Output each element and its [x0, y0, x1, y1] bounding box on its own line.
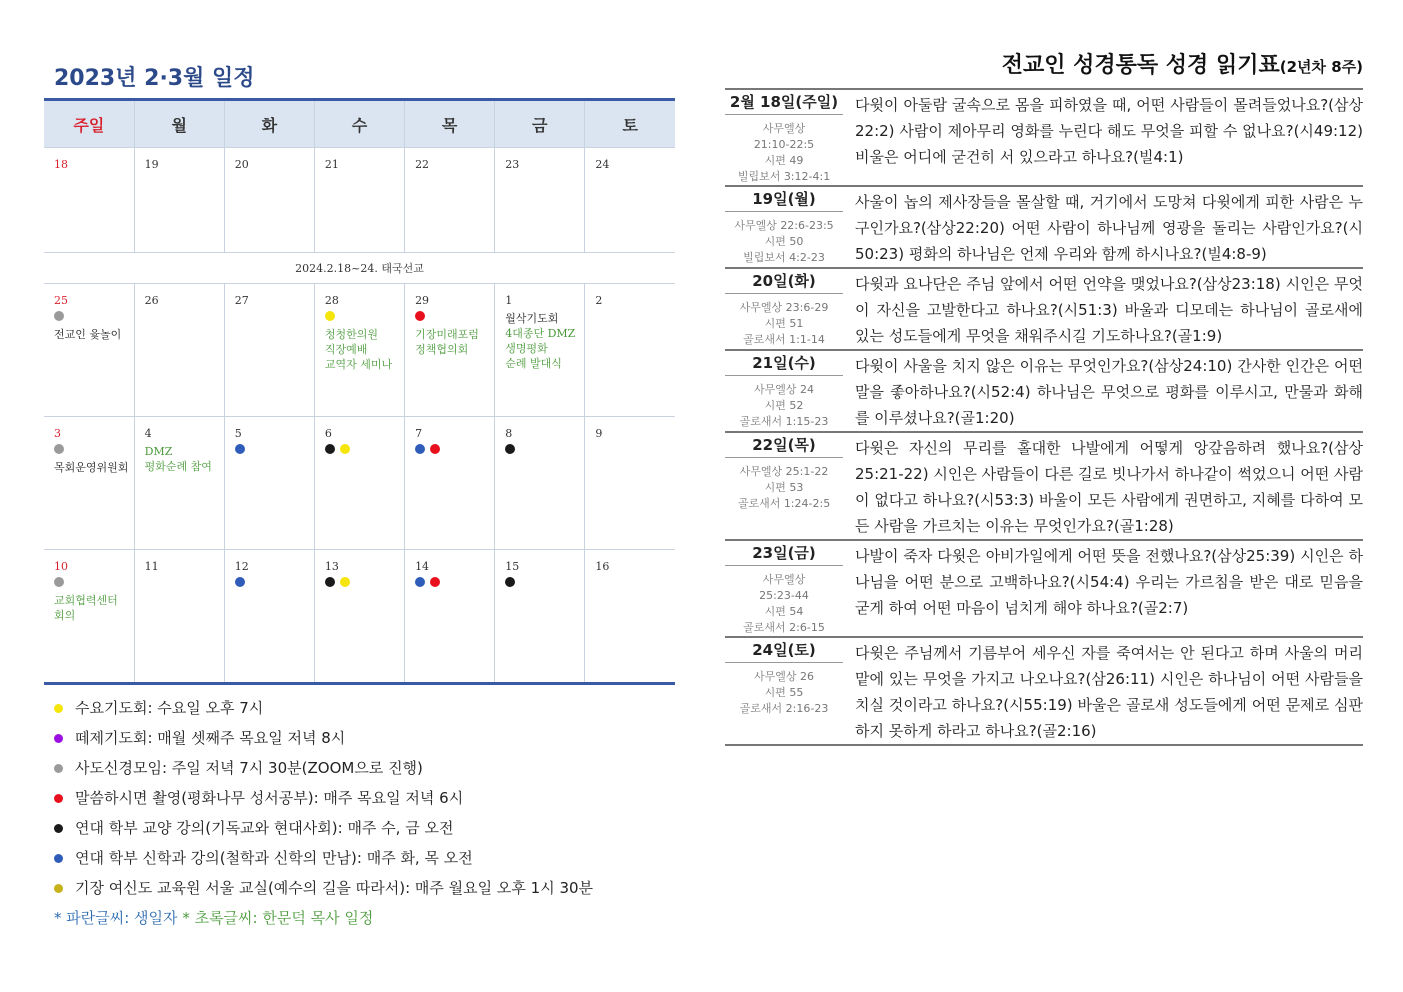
yellow-dot-icon: [54, 704, 63, 713]
day-cell: [44, 417, 134, 550]
red-dot-icon: [415, 311, 425, 321]
black-dot-icon: [505, 444, 515, 454]
legend-text: 연대 학부 교양 강의(기독교와 현대사회): 매주 수, 금 오전: [75, 819, 454, 837]
legend-item: [44, 843, 675, 873]
weekday-sun: 주일: [44, 100, 134, 148]
day-number: 10: [54, 560, 68, 573]
ref-line: 사무엘상 25:1-22: [739, 465, 829, 478]
blue-dot-icon: [54, 854, 63, 863]
day-number: 15: [505, 560, 520, 573]
legend-item: [44, 783, 675, 813]
event-text: 4대종단 DMZ: [505, 327, 576, 340]
weekday-header-row: [44, 100, 675, 148]
blue-dot-icon: [415, 577, 425, 587]
event-text: 회의: [54, 609, 76, 622]
day-cell: [134, 417, 224, 550]
question-text: 다윗이 아둘람 굴속으로 몸을 피하였을 때, 어떤 사람들이 몰려들었나요?(삼상22:2) 사람이 제아무리 영화를 누린다 해도 무엇을 피할 수 없나요?(시49:12) 비울은 어디에 굳건히 서 있으라고 하나요?(빌4:1): [855, 96, 1363, 166]
reading-day: [725, 349, 1363, 431]
day-label: 2월 18일(주일): [725, 90, 843, 115]
yellow-dot-icon: [325, 311, 335, 321]
ref-line: 골로새서 2:16-23: [739, 702, 829, 715]
day-label: 20일(화): [725, 269, 843, 294]
day-info: [725, 638, 843, 744]
day-number: 13: [324, 560, 339, 573]
ref-line: 사무엘상 22:6-23:5: [734, 219, 834, 232]
red-dot-icon: [54, 794, 63, 803]
ref-line: 빌립보서 4:2-23: [743, 251, 825, 264]
day-number: 27: [234, 294, 249, 307]
day-cell: [495, 550, 585, 684]
legend-text: 사도신경모임: 주일 저녁 7시 30분(ZOOM으로 진행): [75, 759, 423, 777]
day-cell: [134, 284, 224, 417]
ref-line: 25:23-44: [759, 589, 809, 602]
ref-line: 사무엘상: [762, 122, 806, 135]
day-cell: [44, 550, 134, 684]
day-number: 6: [324, 427, 332, 440]
day-number: 5: [234, 427, 242, 440]
event-text: 직장예배: [324, 343, 368, 356]
day-cell: [314, 550, 404, 684]
event-dots: [54, 311, 130, 323]
day-cell: [44, 148, 134, 253]
day-number: 28: [324, 294, 339, 307]
event-text: 정책협의회: [415, 343, 469, 356]
black-dot-icon: [325, 444, 335, 454]
question-text: 다윗이 사울을 치지 않은 이유는 무엇인가요?(삼상24:10) 간사한 인간은 어떤 말을 좋아하나요?(시52:4) 하나님은 무엇으로 평화를 이루시고, 만물과 화해를 이루셨나요?(골1:20): [855, 357, 1363, 427]
ref-line: 사무엘상 23:6-29: [739, 301, 829, 314]
event-text: 전교인 윷놀이: [54, 328, 122, 341]
banner-row: [44, 253, 675, 284]
event-dots: [415, 577, 490, 589]
day-number: 20: [234, 158, 249, 171]
black-dot-icon: [325, 577, 335, 587]
event-dots: [325, 577, 400, 589]
event-text: 교회협력센터: [54, 594, 118, 607]
blue-dot-icon: [415, 444, 425, 454]
gray-dot-icon: [54, 577, 64, 587]
day-cell: [405, 417, 495, 550]
event-text: 청청한의원: [324, 328, 379, 341]
gray-dot-icon: [54, 444, 64, 454]
day-info: [725, 187, 843, 267]
ref-line: 시편 55: [764, 686, 804, 699]
question-text: 사울이 놉의 제사장들을 몰살할 때, 거기에서 도망쳐 다윗에게 피한 사람은 누구인가요?(삼상22:20) 어떤 사람이 하나님께 영광을 돌리는 사람인가요?(시50:23) 평화의 하나님은 언제 우리와 함께 하시나요?(빌4:8-9): [855, 193, 1363, 263]
event-text: 기장미래포럼: [415, 328, 479, 341]
scripture-refs: [725, 669, 843, 717]
olive-dot-icon: [54, 884, 63, 893]
day-label: 21일(수): [725, 351, 843, 376]
day-cell: [405, 148, 495, 253]
event-dots: [325, 311, 400, 323]
day-number: 1: [505, 294, 513, 307]
day-label: 19일(월): [725, 187, 843, 212]
event-text: 교역자 세미나: [324, 358, 393, 371]
day-info: [725, 90, 843, 185]
scripture-refs: [725, 572, 843, 636]
ref-line: 사무엘상 26: [754, 670, 814, 683]
legend-item: [44, 873, 675, 903]
weekday-tue: 화: [224, 100, 314, 148]
weekday-sat: 토: [585, 100, 675, 148]
ref-line: 시편 51: [764, 317, 804, 330]
ref-line: 골로새서 1:24-2:5: [737, 497, 831, 510]
day-number: 16: [595, 560, 610, 573]
legend-text: 말씀하시면 촬영(평화나무 성서공부): 매주 목요일 저녁 6시: [75, 789, 464, 807]
scripture-refs: [725, 300, 843, 348]
note-green: * 초록글씨: 한문덕 목사 일정: [182, 909, 374, 927]
day-number: 11: [144, 560, 159, 573]
calendar-title: 2023년 2·3월 일정: [54, 66, 255, 91]
day-number: 29: [415, 294, 430, 307]
day-label: 24일(토): [725, 638, 843, 663]
color-note: [44, 903, 675, 933]
gray-dot-icon: [54, 311, 64, 321]
event-dots: [505, 444, 580, 456]
legend-item: [44, 813, 675, 843]
event-dots: [505, 577, 580, 589]
red-dot-icon: [430, 577, 440, 587]
day-info: [725, 269, 843, 349]
day-info: [725, 351, 843, 431]
legend-text: 떼제기도회: 매월 셋째주 목요일 저녁 8시: [75, 729, 346, 747]
ref-line: 골로새서 1:15-23: [739, 415, 829, 428]
ref-line: 사무엘상: [762, 573, 806, 586]
reading-day: [725, 267, 1363, 349]
legend-item: [44, 723, 675, 753]
ref-line: 시편 54: [764, 605, 804, 618]
weekday-wed: 수: [314, 100, 404, 148]
scripture-refs: [725, 464, 843, 512]
day-info: [725, 433, 843, 539]
event-dots: [415, 311, 490, 323]
bottom-rule: [725, 744, 1363, 746]
day-cell: [585, 148, 675, 253]
ref-line: 시편 52: [764, 399, 804, 412]
day-number: 12: [234, 560, 249, 573]
event-text: 순례 발대식: [505, 357, 562, 370]
day-cell: [495, 417, 585, 550]
day-label: 23일(금): [725, 541, 843, 566]
reading-day: [725, 636, 1363, 744]
reading-day: [725, 431, 1363, 539]
day-cell: [495, 284, 585, 417]
ref-line: 사무엘상 24: [754, 383, 814, 396]
purple-dot-icon: [54, 734, 63, 743]
black-dot-icon: [505, 577, 515, 587]
scripture-refs: [725, 382, 843, 430]
day-cell: [585, 550, 675, 684]
legend: [44, 693, 675, 903]
reading-day: [725, 88, 1363, 185]
reading-day: [725, 539, 1363, 636]
event-text: 평화순례 참여: [144, 460, 212, 473]
question-text: 다윗은 자신의 무리를 홀대한 나발에게 어떻게 앙갚음하려 했나요?(삼상25:21-22) 시인은 사람들이 다른 길로 빗나가서 하나같이 썩었으니 어떤 사람이 없다고 하나요?(시53:3) 바울이 모든 사람에게 권면하고, 지혜를 다하여 모든 사람을 가르치는 이유는 무엇인가요?(골1:28): [855, 439, 1363, 535]
ref-line: 골로새서 2:6-15: [743, 621, 825, 634]
legend-text: 수요기도회: 수요일 오후 7시: [75, 699, 264, 717]
yellow-dot-icon: [340, 577, 350, 587]
day-number: 14: [415, 560, 430, 573]
day-cell: [585, 284, 675, 417]
day-cell: [314, 284, 404, 417]
reading-plan-title: [725, 50, 1363, 82]
day-cell: [224, 148, 314, 253]
weekday-thu: 목: [405, 100, 495, 148]
ref-line: 시편 49: [764, 154, 804, 167]
day-number: 9: [595, 427, 603, 440]
calendar-section: [44, 60, 675, 933]
day-info: [725, 541, 843, 636]
gray-dot-icon: [54, 764, 63, 773]
day-cell: [224, 284, 314, 417]
day-cell: [224, 550, 314, 684]
ref-line: 골로새서 1:1-14: [743, 333, 825, 346]
question-text: 다윗과 요나단은 주님 앞에서 어떤 언약을 맺었나요?(삼상23:18) 시인은 무엇이 자신을 고발한다고 하나요?(시51:3) 바울과 디모데는 하나님이 골로새에 있는 성도들에게 무엇을 채워주시길 기도하나요?(골1:9): [855, 275, 1363, 345]
question-text: 나발이 죽자 다윗은 아비가일에게 어떤 뜻을 전했나요?(삼상25:39) 시인은 하나님을 어떤 분으로 고백하나요?(시54:4) 우리는 가르침을 받은 대로 믿음을 굳게 하여 어떤 마음이 넘치게 해야 하나요?(골2:7): [855, 547, 1363, 617]
reading-day: [725, 185, 1363, 267]
day-number: 23: [505, 158, 520, 171]
day-number: 8: [505, 427, 513, 440]
day-cell: [495, 148, 585, 253]
day-cell: [585, 417, 675, 550]
event-dots: [235, 444, 310, 456]
calendar-table: [44, 98, 675, 685]
week-row-1: [44, 148, 675, 253]
ref-line: 시편 53: [764, 481, 804, 494]
note-blue: * 파란글씨: 생일자: [54, 909, 178, 927]
day-number: 18: [54, 158, 68, 171]
day-cell: [314, 417, 404, 550]
weekday-fri: 금: [495, 100, 585, 148]
event-text: DMZ: [144, 445, 173, 458]
legend-text: 기장 여신도 교육원 서울 교실(예수의 길을 따라서): 매주 월요일 오후 1시 30분: [75, 879, 594, 897]
event-dots: [325, 444, 400, 456]
day-number: 24: [595, 158, 610, 171]
day-number: 7: [415, 427, 423, 440]
reading-subtitle: (2년차 8주): [1279, 58, 1363, 76]
event-dots: [415, 444, 490, 456]
weekday-mon: 월: [134, 100, 224, 148]
day-number: 3: [54, 427, 61, 440]
event-text: 생명평화: [505, 342, 548, 355]
yellow-dot-icon: [340, 444, 350, 454]
week-row-4: [44, 550, 675, 684]
event-dots: [54, 444, 130, 456]
event-title: 월삭기도회: [505, 312, 559, 325]
black-dot-icon: [54, 824, 63, 833]
day-number: 25: [54, 294, 68, 307]
mission-banner: 2024.2.18~24. 태국선교: [44, 253, 675, 284]
day-label: 22일(목): [725, 433, 843, 458]
scripture-refs: [725, 121, 843, 185]
scripture-refs: [725, 218, 843, 266]
day-cell: [405, 284, 495, 417]
red-dot-icon: [430, 444, 440, 454]
event-dots: [235, 577, 310, 589]
week-row-2: [44, 284, 675, 417]
week-row-3: [44, 417, 675, 550]
legend-item: [44, 693, 675, 723]
legend-text: 연대 학부 신학과 강의(철학과 신학의 만남): 매주 화, 목 오전: [75, 849, 473, 867]
day-number: 22: [415, 158, 430, 171]
reading-plan-section: [725, 50, 1363, 746]
day-number: 2: [595, 294, 603, 307]
ref-line: 21:10-22:5: [753, 138, 815, 151]
day-number: 19: [144, 158, 159, 171]
day-number: 4: [144, 427, 152, 440]
event-text: 목회운영위원회: [54, 461, 129, 474]
event-dots: [54, 577, 130, 589]
day-cell: [44, 284, 134, 417]
day-number: 26: [144, 294, 159, 307]
legend-item: [44, 753, 675, 783]
reading-title-text: 전교인 성경통독 성경 읽기표: [1001, 53, 1280, 78]
day-cell: [224, 417, 314, 550]
question-text: 다윗은 주님께서 기름부어 세우신 자를 죽여서는 안 된다고 하며 사울의 머리맡에 있는 무엇을 가지고 나오나요?(삼26:11) 시인은 하나님이 어떤 사람들을 치실 것이라고 하나요?(시55:19) 바울은 골로새 성도들에게 어떤 문제로 심판하지 못하게 하라고 하나요?(골2:16): [855, 644, 1363, 740]
day-cell: [314, 148, 404, 253]
day-cell: [405, 550, 495, 684]
ref-line: 시편 50: [764, 235, 804, 248]
day-number: 21: [324, 158, 339, 171]
blue-dot-icon: [235, 444, 245, 454]
blue-dot-icon: [235, 577, 245, 587]
ref-line: 빌립보서 3:12-4:1: [737, 170, 831, 183]
day-cell: [134, 148, 224, 253]
day-cell: [134, 550, 224, 684]
